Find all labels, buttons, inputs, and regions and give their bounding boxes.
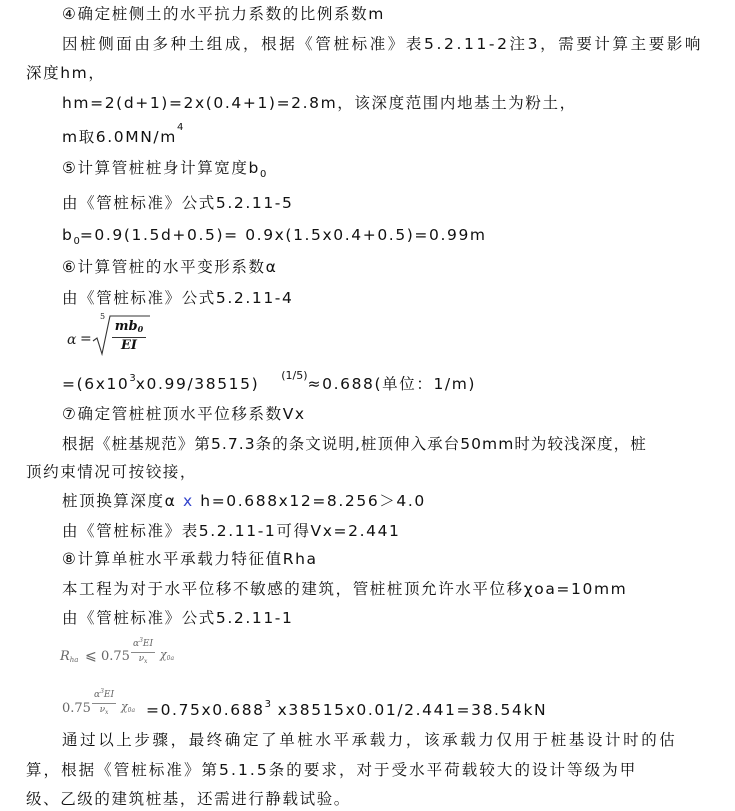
b0-expression: =0.9(1.5d+0.5)= 0.9x(1.5x0.4+0.5)=0.99m bbox=[79, 226, 487, 244]
formula-b0-line bbox=[62, 225, 487, 245]
alpha-result-a: =(6x10 bbox=[62, 375, 130, 393]
paragraph-line: 深度hm， bbox=[26, 64, 106, 82]
alpha-denominator: EI bbox=[121, 338, 137, 353]
rha-coef: 0.75 bbox=[101, 649, 130, 664]
m-value-text: m取6.0MN/m bbox=[62, 128, 177, 146]
depth-text: 桩顶换算深度α bbox=[62, 492, 177, 510]
depth-times: x bbox=[182, 492, 194, 510]
alpha-result-c: ≈0.688(单位：1/m) bbox=[307, 375, 477, 393]
b0-symbol: b bbox=[62, 226, 74, 244]
inline-chi: $\chi_{0a}$ bbox=[121, 700, 136, 714]
paragraph-line: 由《管桩标准》公式5.2.11-4 bbox=[62, 289, 294, 307]
inline-coef: 0.75 bbox=[62, 701, 91, 716]
depth-line bbox=[62, 491, 426, 511]
alpha-result-line bbox=[62, 369, 477, 394]
inline-denominator: $\nu_x$ bbox=[99, 705, 109, 716]
paragraph-line: 级、乙级的建筑桩基，还需进行静载试验。 bbox=[26, 790, 351, 808]
alpha-equals: = bbox=[80, 331, 92, 347]
step8-heading: ⑧计算单桩水平承载力特征值Rha bbox=[62, 550, 318, 568]
paragraph-line: 因桩侧面由多种土组成，根据《管桩标准》表5.2.11-2注3，需要计算主要影响 bbox=[62, 35, 704, 53]
b0-subscript: 0 bbox=[73, 236, 80, 247]
rha-chi: $\chi_{0a}$ bbox=[160, 648, 175, 662]
inline-fraction-bar bbox=[92, 703, 116, 704]
depth-expression: h=0.688x12=8.256＞4.0 bbox=[200, 492, 426, 510]
alpha-symbol: α bbox=[67, 332, 77, 348]
rha-numerator: $\alpha^3EI$ bbox=[132, 637, 154, 649]
paragraph-line: 根据《桩基规范》第5.7.3条的条文说明,桩顶伸入承台50mm时为较浅深度，桩 bbox=[62, 435, 647, 453]
paragraph-line: 由《管桩标准》公式5.2.11-1 bbox=[62, 609, 294, 627]
alpha-result-b: x0.99/38515) bbox=[135, 375, 260, 393]
m-value-line bbox=[62, 122, 184, 147]
formula-hm-line: hm=2(d+1)=2x(0.4+1)=2.8m，该深度范围内地基土为粉土， bbox=[62, 94, 577, 112]
step5-subscript: 0 bbox=[259, 169, 267, 180]
step5-heading bbox=[62, 158, 266, 178]
rha-symbol: $R_{ha}$ bbox=[60, 649, 79, 664]
rha-result-a: =0.75x0.688 bbox=[146, 701, 265, 719]
root-index: 5 bbox=[100, 312, 106, 321]
step6-heading: ⑥计算管桩的水平变形系数α bbox=[62, 258, 278, 276]
paragraph-line: 算，根据《管桩标准》第5.1.5条的要求，对于受水平荷载较大的设计等级为甲 bbox=[26, 761, 638, 779]
alpha-result-exp: 3 bbox=[129, 373, 136, 384]
paragraph-line: 顶约束情况可按铰接， bbox=[26, 463, 198, 481]
step5-text: ⑤计算管桩桩身计算宽度b bbox=[62, 159, 260, 177]
paragraph-line: 由《管桩标准》表5.2.11-1可得Vx=2.441 bbox=[62, 522, 401, 540]
rha-result-line bbox=[146, 700, 547, 720]
rha-fraction-bar bbox=[131, 652, 155, 653]
rha-result-exp: 3 bbox=[264, 699, 272, 710]
inline-numerator: $\alpha^3EI$ bbox=[93, 688, 115, 700]
step4-heading: ④确定桩侧土的水平抗力系数的比例系数m bbox=[62, 5, 385, 23]
paragraph-line: 由《管桩标准》公式5.2.11-5 bbox=[62, 194, 294, 212]
alpha-numerator: $mb_0$ bbox=[114, 319, 144, 334]
paragraph-line: 本工程为对于水平位移不敏感的建筑，管桩桩顶允许水平位移χoa=10mm bbox=[62, 580, 628, 598]
rha-denominator: $\nu_x$ bbox=[138, 654, 148, 665]
m-value-exponent: 4 bbox=[176, 122, 184, 133]
paragraph-line: 通过以上步骤，最终确定了单桩水平承载力，该承载力仅用于桩基设计时的估 bbox=[62, 731, 678, 749]
alpha-result-root-exp: (1/5) bbox=[281, 369, 308, 382]
rha-relation: ⩽ bbox=[85, 648, 97, 664]
step7-heading: ⑦确定管桩桩顶水平位移系数Vx bbox=[62, 405, 306, 423]
rha-result-b: x38515x0.01/2.441=38.54kN bbox=[277, 701, 548, 719]
